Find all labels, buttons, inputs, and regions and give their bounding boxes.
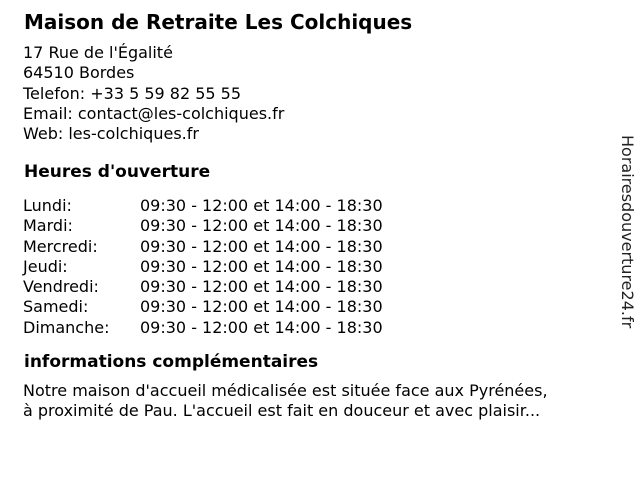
hours-row-sunday	[23, 318, 383, 338]
phone-line: Telefon: +33 5 59 82 55 55	[23, 83, 242, 103]
day-times: 09:30 - 12:00 et 14:00 - 18:30	[140, 196, 383, 215]
day-label: Dimanche:	[23, 317, 110, 337]
day-times: 09:30 - 12:00 et 14:00 - 18:30	[140, 277, 383, 297]
info-text-line-2: à proximité de Pau. L'accueil est fait en douceur et avec plaisir...	[23, 401, 541, 421]
additional-info-heading: informations complémentaires	[24, 352, 319, 372]
address-city: 64510 Bordes	[23, 63, 135, 83]
contact-info-block	[23, 43, 284, 144]
day-label: Samedi:	[23, 297, 89, 317]
day-label: Lundi:	[23, 196, 72, 215]
day-label: Vendredi:	[23, 277, 99, 297]
day-times: 09:30 - 12:00 et 14:00 - 18:30	[140, 216, 383, 236]
hours-row-saturday	[23, 297, 383, 317]
hours-row-monday	[23, 196, 383, 216]
day-times: 09:30 - 12:00 et 14:00 - 18:30	[140, 236, 383, 256]
business-name-title: Maison de Retraite Les Colchiques	[24, 10, 413, 34]
day-label: Mercredi:	[23, 236, 98, 256]
hours-row-wednesday	[23, 237, 383, 257]
site-watermark-vertical: Horairesdouverture24.fr	[618, 135, 637, 329]
additional-info-text	[23, 381, 548, 422]
day-times: 09:30 - 12:00 et 14:00 - 18:30	[140, 317, 383, 337]
hours-row-friday	[23, 277, 383, 297]
hours-row-thursday	[23, 257, 383, 277]
email-line: Email: contact@les-colchiques.fr	[23, 103, 285, 123]
info-text-line-1: Notre maison d'accueil médicalisée est située face aux Pyrénées,	[23, 381, 548, 400]
web-line: Web: les-colchiques.fr	[23, 124, 199, 144]
opening-hours-table	[23, 196, 383, 338]
day-label: Mardi:	[23, 216, 73, 236]
day-label: Jeudi:	[23, 256, 68, 276]
day-times: 09:30 - 12:00 et 14:00 - 18:30	[140, 256, 383, 276]
address-street: 17 Rue de l'Égalité	[23, 43, 173, 62]
opening-hours-heading: Heures d'ouverture	[24, 162, 211, 182]
hours-row-tuesday	[23, 216, 383, 236]
day-times: 09:30 - 12:00 et 14:00 - 18:30	[140, 297, 383, 317]
